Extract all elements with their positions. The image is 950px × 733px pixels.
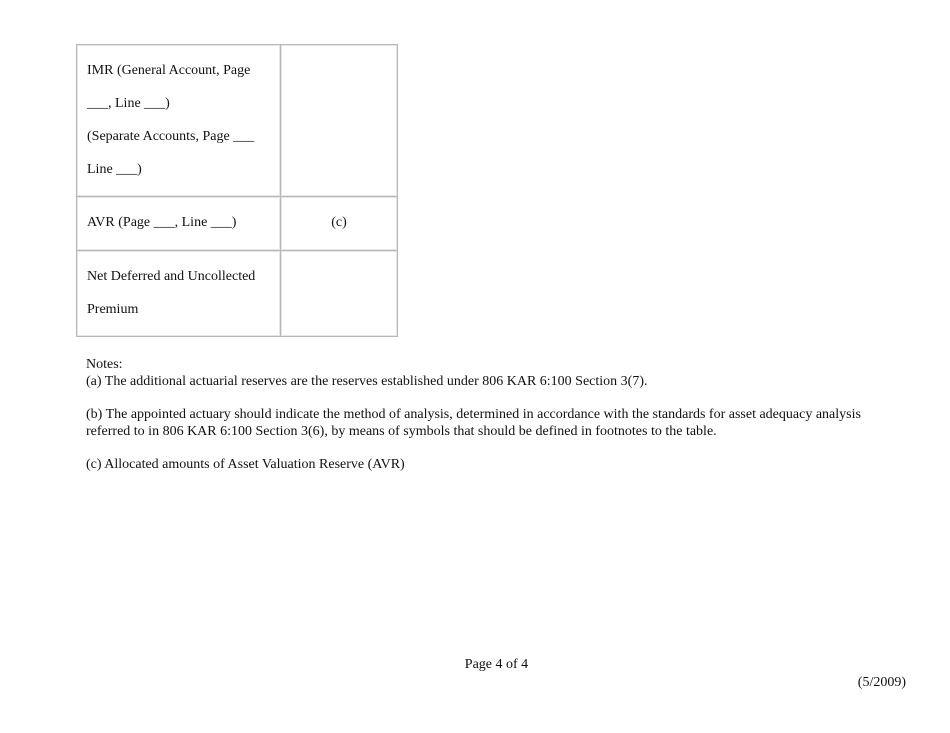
notes-heading: Notes: [86,357,123,372]
page-number: Page 4 of 4 [464,657,529,672]
avr-value-cell [281,197,398,251]
note-a: (a) The additional actuarial reserves are the reserves established under 806 KAR 6:100 Section 3(7). [86,374,648,389]
imr-label-cell [77,45,281,197]
revision-date: (5/2009) [857,675,906,690]
net-deferred-label-line-1: Net Deferred and Uncollected [87,269,256,284]
avr-label-cell [77,197,281,251]
imr-label-line-2: ___, Line ___) [87,96,170,111]
net-deferred-label-line-2: Premium [87,302,139,317]
imr-value-cell [281,45,398,197]
note-c: (c) Allocated amounts of Asset Valuation Reserve (AVR) [86,457,405,472]
notes-section [86,356,906,473]
table-row-net-deferred [77,251,398,337]
imr-label-line-3: (Separate Accounts, Page ___ [87,129,255,144]
note-b: (b) The appointed actuary should indicate the method of analysis, determined in accordance with the standards for asset adequacy analysis referred to in 806 KAR 6:100 Section 3(6), by means of symbols that should be defined in footnotes to the table. [86,407,861,439]
avr-value: (c) [331,215,347,230]
table-row-avr [77,197,398,251]
imr-label-line-4: Line ___) [87,162,142,177]
table-row-imr [77,45,398,197]
avr-label-line-1: AVR (Page ___, Line ___) [87,215,237,230]
reserves-table [76,44,398,337]
net-deferred-value-cell [281,251,398,337]
net-deferred-label-cell [77,251,281,337]
imr-label-line-1: IMR (General Account, Page [87,63,251,78]
